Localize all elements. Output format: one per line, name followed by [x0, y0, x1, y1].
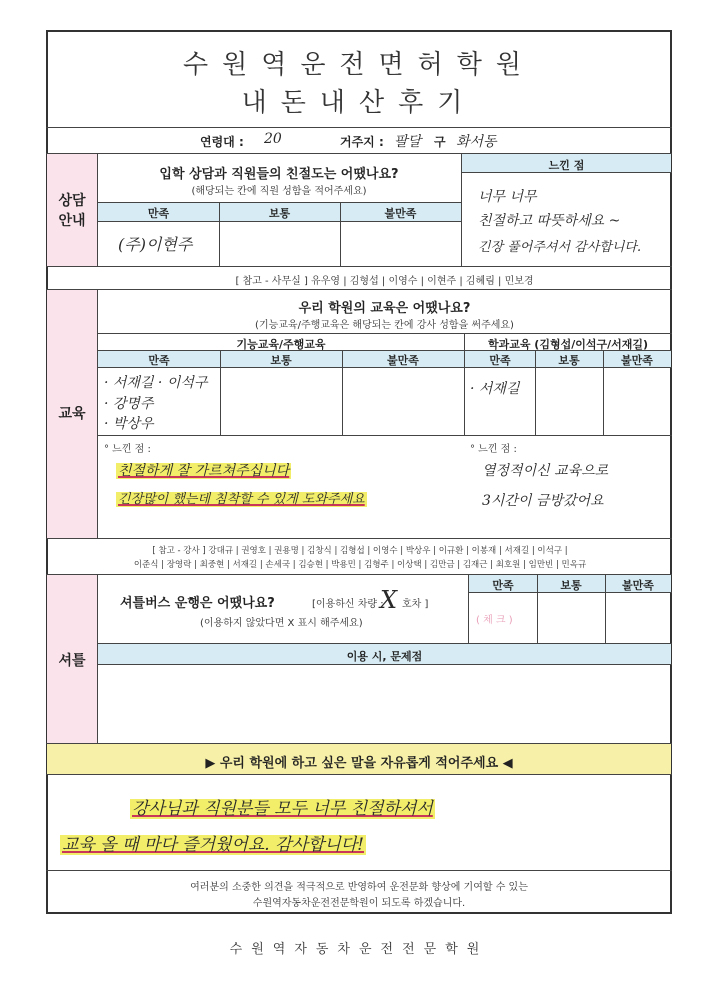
consult-satisfied-staff[interactable]: (주)이현주	[118, 235, 193, 254]
shuttle-col-normal: 보통	[560, 579, 582, 592]
divider	[603, 350, 604, 435]
edu-skill-satisfied-line3[interactable]: · 박상우	[104, 416, 154, 432]
edu-question: 우리 학원의 교육은 어땠나요?	[298, 301, 471, 316]
consult-col-normal: 보통	[268, 207, 291, 220]
academy-title: 수원역운전면허학원	[182, 50, 536, 80]
divider	[537, 575, 538, 643]
divider	[97, 435, 672, 436]
consult-feeling-line1[interactable]: 너무 너무	[478, 189, 537, 205]
free-comment-line1: 강사님과 직원분들 모두 너무 친절하셔서	[132, 799, 433, 819]
divider	[46, 870, 672, 871]
divider	[605, 575, 606, 643]
address-gu: 구	[434, 135, 446, 149]
shuttle-vehicle-value[interactable]: X	[380, 586, 398, 614]
review-title: 내돈내산후기	[241, 88, 477, 118]
instructor-reference-line1: [ 참고 - 강사 ] 강대규 | 권영호 | 권용명 | 김창식 | 김형섭 | 이영수 | 박상우 | 이규환 | 이봉재 | 서재길 | 이석구 |	[152, 546, 568, 556]
free-comment-line2: 교육 올 때 마다 즐거웠어요. 감사합니다!	[62, 835, 365, 855]
address-label: 거주지 :	[340, 135, 384, 149]
consult-label-line1: 상담	[58, 193, 86, 209]
divider	[340, 202, 341, 266]
edu-feeling-left-line2: 긴장많이 했는데 침착할 수 있게 도와주세요	[118, 492, 365, 507]
age-label: 연령대 :	[200, 135, 244, 149]
shuttle-note: (이용하지 않았다면 X 표시 해주세요)	[200, 618, 363, 629]
closing-line2: 수원역자동차운전전문학원이 되도록 하겠습니다.	[252, 898, 466, 909]
address-dong[interactable]: 화서동	[456, 134, 497, 150]
shuttle-question: 셔틀버스 운행은 어땠나요?	[120, 596, 275, 611]
shuttle-vehicle-label: [이용하신 차량 :	[312, 599, 384, 610]
edu-skill-col-normal: 보통	[270, 354, 292, 367]
footer-academy-name: 수원역자동차운전전문학원	[229, 942, 489, 957]
edu-theory-header: 학과교육 (김형섭/이석구/서재길)	[487, 338, 649, 351]
edu-skill-satisfied-line2[interactable]: · 강명주	[104, 396, 154, 412]
age-value[interactable]: 20	[264, 131, 282, 147]
shuttle-col-satisfied: 만족	[492, 579, 514, 592]
divider	[97, 367, 672, 368]
address-city[interactable]: 팔달	[394, 134, 422, 150]
divider	[46, 538, 672, 539]
edu-feeling-label-right: ° 느낀 점 :	[470, 444, 517, 455]
divider	[468, 592, 672, 593]
divider	[97, 664, 672, 665]
edu-skill-satisfied-line1[interactable]: · 서재길 · 이석구	[104, 375, 208, 391]
edu-theory-col-normal: 보통	[558, 354, 580, 367]
edu-theory-satisfied[interactable]: · 서재길	[470, 381, 520, 397]
divider	[46, 289, 672, 290]
instructor-reference-line2: 이준식 | 장영락 | 최중현 | 서재길 | 손세국 | 김승현 | 박용민 | 김형주 | 이상택 | 김만금 | 김재근 | 최호원 | 임만빈 | 민옥규	[133, 560, 587, 570]
divider	[219, 202, 220, 266]
consult-note: (해당되는 칸에 직원 성함을 적어주세요)	[191, 186, 367, 197]
edu-feeling-right-line1[interactable]: 열정적이신 교육으로	[482, 463, 609, 479]
edu-theory-col-satisfied: 만족	[489, 354, 511, 367]
divider	[46, 774, 672, 775]
edu-skill-col-unsatisfied: 불만족	[387, 354, 419, 367]
shuttle-issue-header: 이용 시, 문제점	[346, 650, 423, 663]
shuttle-label: 셔틀	[58, 653, 86, 669]
divider	[46, 266, 672, 267]
consult-label-line2: 안내	[58, 213, 86, 229]
staff-reference: [ 참고 - 사무실 ] 유우영 | 김형섭 | 이영수 | 이현주 | 김혜림 | 민보경	[235, 276, 534, 287]
divider	[535, 350, 536, 435]
edu-note: (기능교육/주행교육은 해당되는 칸에 강사 성함을 써주세요)	[255, 320, 514, 331]
free-header: ▶ 우리 학원에 하고 싶은 말을 자유롭게 적어주세요 ◀	[205, 756, 513, 771]
divider	[46, 127, 672, 128]
consult-feeling-line3[interactable]: 긴장 풀어주셔서 감사합니다.	[478, 240, 642, 255]
consult-feeling-header: 느낀 점	[548, 159, 585, 172]
shuttle-check-hint: ( 체 크 )	[476, 615, 513, 626]
edu-label: 교육	[58, 406, 86, 422]
divider	[97, 333, 672, 334]
divider	[464, 333, 465, 435]
edu-skill-header: 기능교육/주행교육	[236, 338, 326, 351]
edu-feeling-left-line1: 친절하게 잘 가르쳐주십니다	[118, 463, 290, 479]
edu-skill-col-satisfied: 만족	[148, 354, 170, 367]
consult-col-unsatisfied: 불만족	[384, 207, 417, 220]
shuttle-vehicle-suffix: 호차 ]	[402, 599, 429, 610]
divider	[220, 350, 221, 435]
consult-question: 입학 상담과 직원들의 친절도는 어땠나요?	[159, 167, 399, 182]
edu-feeling-label-left: ° 느낀 점 :	[104, 444, 151, 455]
consult-feeling-line2[interactable]: 친절하고 따뜻하세요 ~	[478, 213, 621, 229]
shuttle-col-unsatisfied: 불만족	[622, 579, 654, 592]
divider	[342, 350, 343, 435]
edu-feeling-right-line2[interactable]: 3시간이 금방갔어요	[482, 493, 604, 509]
closing-line1: 여러분의 소중한 의견을 적극적으로 반영하여 운전문화 향상에 기여할 수 있는	[190, 882, 528, 893]
consult-col-satisfied: 만족	[147, 207, 170, 220]
divider	[97, 202, 461, 203]
divider	[97, 221, 461, 222]
edu-theory-col-unsatisfied: 불만족	[621, 354, 653, 367]
